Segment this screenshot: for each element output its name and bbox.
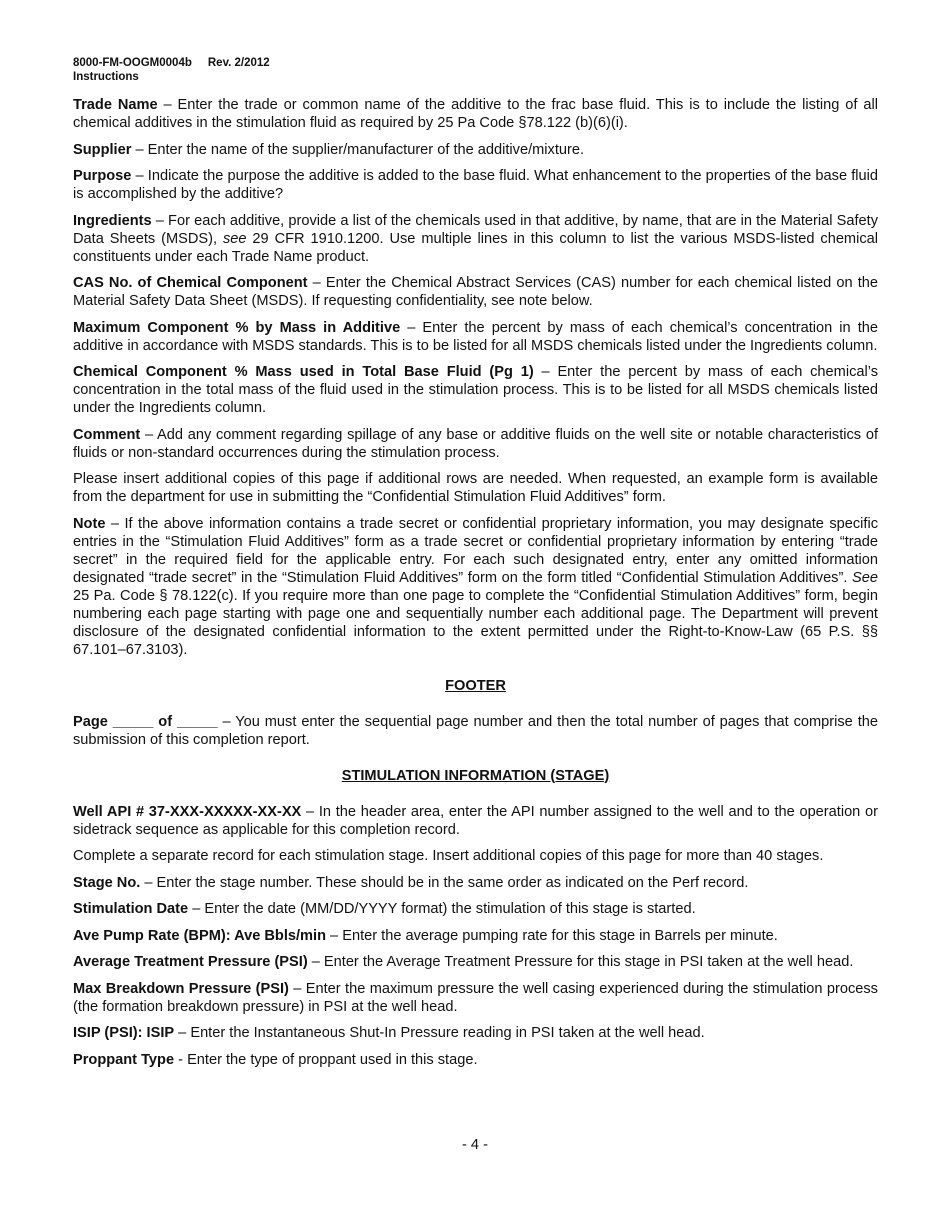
additional-copies-paragraph: Please insert additional copies of this page if additional rows are needed. When requested, an example form is available from the department for use in submitting the “Confidential Stimulation Fluid Additives” form. [73, 471, 878, 505]
entry-text: – Enter the stage number. These should be in the same order as indicated on the Perf record. [140, 874, 749, 891]
entry-text: 25 Pa. Code § 78.122(c). If you require more than one page to complete the “Confidential Stimulation Additives” form, begin numbering each page starting with page one and sequentially number each additional page. The Department will prevent disclosure of the designated confidential information to the extent permitted under the Right-to-Know-Law (65 P.S. §§ 67.101–67.3103). [73, 587, 878, 658]
entry-text: – Enter the percent by mass of each chemical’s concentration in the additive in accordance with MSDS standards. This is to be listed for all MSDS chemicals listed under the Ingredients column. [73, 319, 878, 354]
separate-record-paragraph: Complete a separate record for each stimulation stage. Insert additional copies of this page for more than 40 stages. [73, 848, 824, 864]
entry-text: – Enter the Instantaneous Shut-In Pressure reading in PSI taken at the well head. [174, 1025, 705, 1041]
page-of-entry [73, 713, 878, 749]
ingredients-entry [73, 212, 878, 266]
max-component-entry [73, 319, 878, 355]
entry-term: Stage No. [73, 874, 141, 891]
entry-text: – Enter the Chemical Abstract Services (CAS) number for each chemical listed on the Material Safety Data Sheet (MSDS). If requesting confidentiality, see note below. [73, 275, 878, 309]
entry-term: Ingredients [73, 212, 152, 229]
entry-term: Average Treatment Pressure (PSI) [73, 954, 308, 970]
entry-text: – Enter the average pumping rate for this stage in Barrels per minute. [326, 927, 778, 944]
entry-term: Ave Pump Rate (BPM): Ave Bbls/min [73, 927, 326, 944]
comment-entry [73, 426, 878, 462]
well-api-entry [73, 803, 878, 839]
entry-italic: see [222, 230, 247, 247]
average-pressure-entry [73, 953, 878, 971]
entry-term: Page _____ of _____ [73, 713, 218, 730]
form-subtitle: Instructions [73, 71, 139, 83]
form-revision: Rev. 2/2012 [207, 57, 270, 69]
stimulation-heading: STIMULATION INFORMATION (STAGE) [341, 767, 610, 784]
entry-text: – In the header area, enter the API number assigned to the well and to the operation or sidetrack sequence as applicable for this completion record. [73, 803, 879, 838]
note-entry [73, 515, 878, 659]
form-number: 8000-FM-OOGM0004b [73, 57, 192, 69]
stage-no-entry [73, 874, 878, 892]
entry-term: Supplier [73, 141, 132, 158]
instructions-page [73, 56, 878, 1077]
entry-text: – Enter the maximum pressure the well casing experienced during the stimulation process (the formation breakdown pressure) in PSI at the well head. [73, 980, 878, 1015]
entry-term: Comment [73, 426, 141, 443]
cas-entry [73, 274, 878, 310]
footer-heading: FOOTER [445, 677, 506, 694]
entry-term: Purpose [73, 168, 132, 184]
entry-term: Max Breakdown Pressure (PSI) [73, 980, 289, 997]
entry-text: 29 CFR 1910.1200. Use multiple lines in this column to list the various MSDS-listed chemical constituents under each Trade Name product. [73, 230, 878, 265]
purpose-entry [73, 167, 878, 203]
entry-term: Well API # 37-XXX-XXXXX-XX-XX [73, 803, 302, 820]
entry-term: CAS No. of Chemical Component [73, 275, 308, 291]
entry-text: – If the above information contains a trade secret or confidential proprietary information, you may designate specific entries in the “Stimulation Fluid Additives” form as a trade secret or confidential proprietary information by entering “trade secret” in the required field for the applicable entry. For each such designated entry, enter any omitted information designated “trade secret” in the “Stimulation Fluid Additives” form on the form titled “Confidential Stimulation Additives”. [73, 515, 878, 586]
entry-term: Proppant Type [73, 1051, 175, 1068]
entry-term: Note [73, 515, 106, 532]
entry-term: Chemical Component % Mass used in Total Base Fluid (Pg 1) [73, 364, 534, 380]
page-number: - 4 - [462, 1137, 488, 1153]
entry-text: – Enter the date (MM/DD/YYYY format) the stimulation of this stage is started. [188, 901, 696, 917]
entry-text: – Enter the name of the supplier/manufacturer of the additive/mixture. [131, 141, 585, 158]
entry-text: – Enter the trade or common name of the additive to the frac base fluid. This is to include the listing of all chemical additives in the stimulation fluid as required by 25 Pa Code §78.122 (b)(6)(i). [73, 97, 878, 131]
entry-term: Maximum Component % by Mass in Additive [73, 319, 401, 336]
supplier-entry [73, 141, 878, 159]
entry-term: Stimulation Date [73, 901, 189, 917]
entry-term: Trade Name [73, 97, 158, 113]
entry-term: ISIP (PSI): ISIP [73, 1025, 175, 1041]
entry-text: – Indicate the purpose the additive is added to the base fluid. What enhancement to the properties of the base fluid is accomplished by the additive? [73, 168, 878, 202]
chem-component-entry [73, 363, 878, 417]
isip-entry [73, 1024, 878, 1042]
entry-text: – Enter the percent by mass of each chemical’s concentration in the total mass of the fluid used in the stimulation process. This is to be listed for all MSDS chemicals listed under the Ingredients column. [73, 364, 878, 416]
pump-rate-entry [73, 927, 878, 945]
stimulation-date-entry [73, 900, 878, 918]
entry-text: – Enter the Average Treatment Pressure for this stage in PSI taken at the well head. [307, 954, 854, 970]
entry-text: – Add any comment regarding spillage of any base or additive fluids on the well site or notable characteristics of fluids or non-standard occurrences during the stimulation process. [73, 426, 878, 461]
entry-text: – You must enter the sequential page number and then the total number of pages that comprise the submission of this completion report. [73, 713, 878, 748]
entry-text: - Enter the type of proppant used in this stage. [174, 1051, 478, 1068]
entry-text: – For each additive, provide a list of the chemicals used in that additive, by name, that are in the Material Safety Data Sheets (MSDS), [73, 212, 878, 247]
max-breakdown-entry [73, 980, 878, 1016]
trade-name-entry [73, 96, 878, 132]
form-header [73, 56, 878, 84]
entry-italic: See [852, 569, 878, 586]
proppant-type-entry [73, 1051, 878, 1069]
